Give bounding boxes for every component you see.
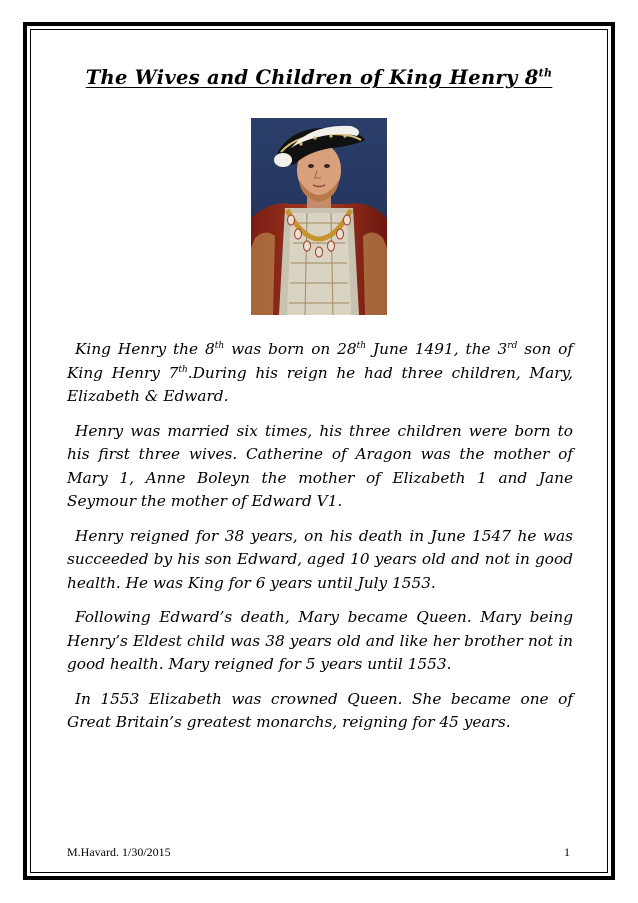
p1-sup-c: rd: [507, 340, 518, 351]
paragraph-elizabeth: In 1553 Elizabeth was crowned Queen. She became one of Great Britain’s greatest monarchs, reigning for 45 years.: [67, 689, 573, 731]
paragraph-wives: Henry was married six times, his three children were born to his first three wives. Catherine of Aragon was the mother of Mary 1, Anne Boleyn the mother of Elizabeth 1 and Jane Seymour the mother of Edward V1.: [67, 421, 573, 510]
p1-text-d: son of King Henry 7: [67, 340, 573, 382]
p1-sup-b: th: [356, 340, 367, 351]
p1-sup-d: th: [178, 364, 188, 375]
king-henry-viii-portrait-icon: [251, 118, 387, 315]
p1-text-a: King Henry the 8: [75, 340, 215, 358]
paragraph-birth: [67, 338, 573, 409]
p1-text-e: .During his reign he had three children, Mary, Elizabeth & Edward.: [67, 363, 573, 405]
title-text: The Wives and Children of King Henry 8: [85, 66, 539, 89]
page-title: [30, 66, 608, 89]
p1-text-b: was born on 28: [224, 340, 357, 358]
title-superscript: th: [538, 66, 553, 80]
paragraph-reign: Henry reigned for 38 years, on his death in June 1547 he was succeeded by his son Edward, aged 10 years old and not in good health. He was King for 6 years until July 1553.: [67, 526, 573, 592]
paragraph-mary: Following Edward’s death, Mary became Queen. Mary being Henry’s Eldest child was 38 years old and like her brother not in good health. Mary reigned for 5 years until 1553.: [67, 608, 573, 673]
footer-author-date: M.Havard. 1/30/2015: [67, 845, 171, 859]
p1-sup-a: th: [214, 340, 225, 351]
footer-page-number: 1: [564, 845, 570, 859]
body-text: [67, 338, 573, 746]
p1-text-c: June 1491, the 3: [366, 340, 508, 358]
